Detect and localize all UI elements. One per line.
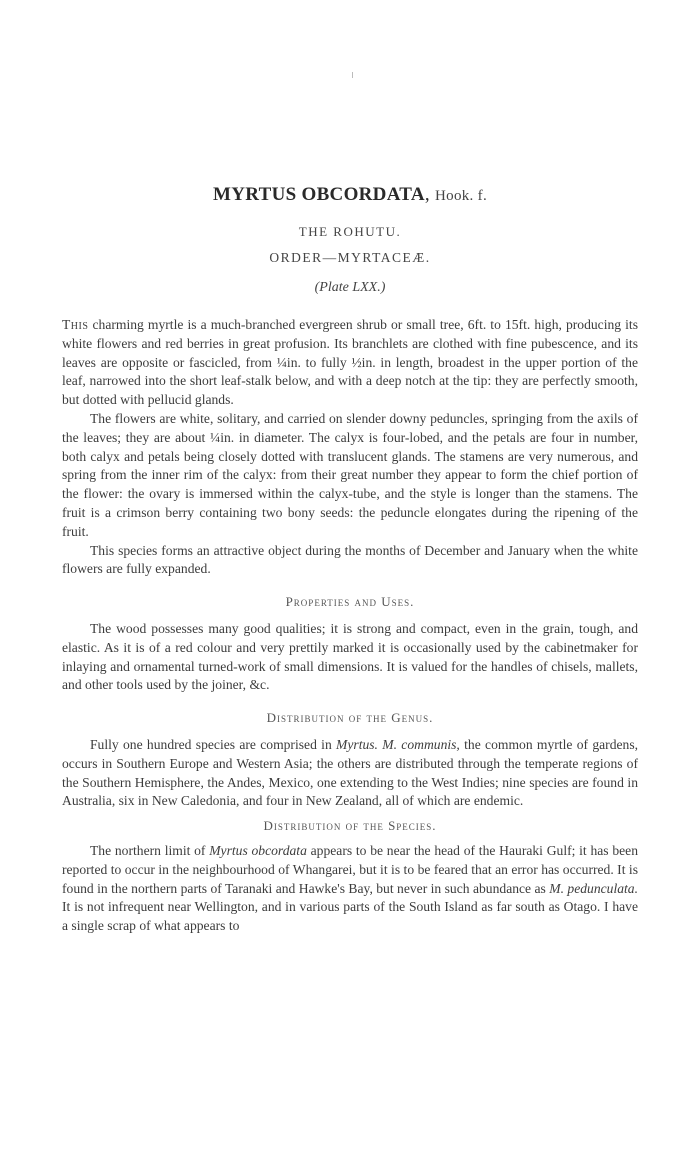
species-name: MYRTUS OBCORDATA [212,184,425,205]
species-italic-name: M. communis, [382,736,460,752]
intro-paragraph-2: The flowers are white, solitary, and carried on slender downy peduncles, springing from the axils of the leaves; they are about ¼in. in diameter. The calyx is four-lobed, and the petals are four in number, both calyx and petals being closely dotted with translucent glands. The stamens are very numerous, and spring from the inner rim of the calyx: from their great number they appear to form the chief portion of the flower: the ovary is immersed within the calyx-tube, and the style is longer than the stamens. The fruit is a crimson berry containing two bony seeds: the peduncle elongates during the ripening of the fruit. [62,410,638,539]
species-distribution-paragraph [62,842,638,936]
genus-dist-text-c: the common myrtle of gardens, occurs in Southern Europe and Western Asia; the others are distributed through the temperate regions of the Southern Hemisphere, the Andes, Mexico, one extending to the West Indies; nine species are found in Australia, six in New Caledonia, and four in New Zealand, all of which are endemic. [62,736,639,809]
intro-paragraph-3: This species forms an attractive object during the months of December and January when the white flowers are fully expanded. [62,542,638,577]
intro-paragraph-1 [62,316,638,410]
species-dist-text-b: appears to be near the head of the Hauraki Gulf; it has been reported to occur in the neighbourhood of Whangarei, but it is to be feared that an error has occurred. It is found in the northern parts of Taranaki and Hawke's Bay, but never in such abundance as [62,842,638,896]
species-author: Hook. f. [435,188,487,204]
genus-dist-text-a: Fully one hundred species are comprised in [90,736,337,752]
page-title: MYRTUS OBCORDATA, Hook. f. [212,184,487,205]
species-distribution-heading: Distribution of the Species. [263,818,437,834]
species-dist-text-c: It is not infrequent near Wellington, and in various parts of the South Island as far south as Otago. I have a single scrap of what appears to [62,899,638,934]
intro-p1-text: charming myrtle is a much-branched evergreen shrub or small tree, 6ft. to 15ft. high, producing its white flowers and red berries in great profusion. Its branchlets are clothed with fine pubescence, and its leaves are opposite or fascicled, from ¼in. to fully ½in. in length, broadest in the upper portion of the leaf, narrowed into the short leaf-stalk below, and with a deep notch at the tip: they are perfectly smooth, but dotted with pellucid glands. [62,317,638,408]
genus-distribution-paragraph [62,736,638,811]
plate-reference: (Plate LXX.) [314,280,386,295]
order-line: ORDER—MYRTACEÆ. [269,250,431,265]
body-text [62,316,638,936]
common-name: THE ROHUTU. [298,224,402,239]
species-dist-text-a: The northern limit of [90,842,210,858]
intro-lead-word: This [62,317,89,332]
properties-paragraph: The wood possesses many good qualities; it is strong and compact, even in the grain, tough, and elastic. As it is of a red colour and very prettily marked it is occasionally used by the cabinetmaker for inlaying and ornamental turned-work of small dimensions. It is valued for the handles of chisels, mallets, and other tools used by the joiner, &c. [62,620,638,693]
genus-distribution-heading: Distribution of the Genus. [266,710,434,726]
page-mark [352,72,353,78]
genus-italic-name: Myrtus. [336,736,378,752]
species-dist-italic-1: Myrtus obcordata [209,842,307,858]
properties-heading: Properties and Uses. [285,594,415,610]
species-dist-italic-2: M. pedunculata. [549,880,639,896]
